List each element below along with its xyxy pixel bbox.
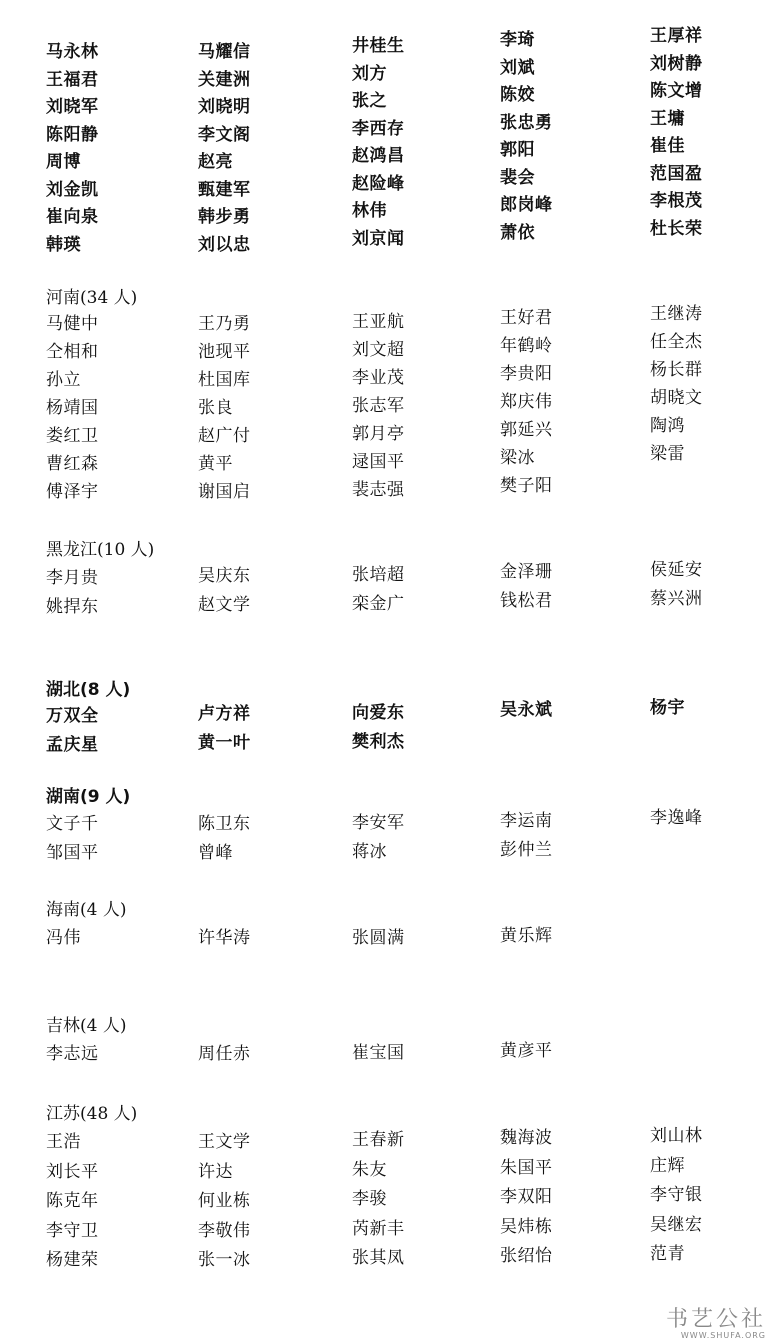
- person-name: 陈卫东: [198, 814, 251, 834]
- person-name: 谢国启: [198, 482, 251, 502]
- person-name: 李逸峰: [650, 808, 703, 828]
- person-name: 李安军: [352, 813, 405, 833]
- section-heading: 黑龙江(10 人): [46, 540, 155, 560]
- person-name: 梁冰: [500, 448, 535, 468]
- person-name: 崔佳: [650, 136, 685, 156]
- person-name: 李琦: [500, 30, 535, 50]
- person-name: 王浩: [46, 1132, 81, 1152]
- person-name: 张一冰: [198, 1250, 251, 1270]
- person-name: 崔向泉: [46, 207, 99, 227]
- person-name: 赵亮: [198, 152, 233, 172]
- person-name: 李根茂: [650, 191, 703, 211]
- person-name: 曹红森: [46, 454, 99, 474]
- person-name: 傅泽宇: [46, 482, 99, 502]
- person-name: 裴会: [500, 167, 535, 188]
- person-name: 刘山林: [650, 1126, 703, 1146]
- person-name: 栾金广: [352, 594, 405, 614]
- person-name: 仝相和: [46, 342, 99, 362]
- person-name: 萧依: [500, 222, 535, 243]
- person-name: 王乃勇: [198, 314, 251, 334]
- person-name: 李业茂: [352, 368, 405, 388]
- person-name: 李守银: [650, 1185, 703, 1205]
- person-name: 孙立: [46, 370, 81, 390]
- person-name: 吴继宏: [650, 1214, 703, 1235]
- person-name: 黄平: [198, 454, 233, 474]
- person-name: 刘树静: [650, 53, 703, 74]
- person-name: 陶鸿: [650, 416, 685, 436]
- person-name: 娄红卫: [46, 426, 99, 446]
- person-name: 卢方祥: [198, 704, 251, 724]
- person-name: 刘方: [352, 63, 387, 84]
- person-name: 张其凤: [352, 1248, 405, 1268]
- section-heading: 湖南(9 人): [46, 787, 131, 807]
- person-name: 刘斌: [500, 57, 535, 78]
- person-name: 刘晓明: [198, 97, 251, 117]
- person-name: 张忠勇: [500, 112, 553, 133]
- person-name: 李运南: [500, 811, 553, 831]
- person-name: 赵鸿昌: [352, 146, 405, 166]
- person-name: 王继涛: [650, 304, 703, 324]
- person-name: 姚捍东: [46, 597, 99, 617]
- person-name: 孟庆星: [46, 735, 99, 755]
- section-heading: 江苏(48 人): [46, 1104, 138, 1124]
- person-name: 张良: [198, 398, 233, 418]
- person-name: 王文学: [198, 1132, 251, 1152]
- person-name: 韩步勇: [198, 207, 251, 227]
- person-name: 蒋冰: [352, 842, 387, 862]
- person-name: 张培超: [352, 565, 405, 585]
- person-name: 周博: [46, 152, 81, 172]
- person-name: 黄一叶: [198, 733, 251, 753]
- person-name: 黄彦平: [500, 1041, 553, 1061]
- person-name: 曾峰: [198, 843, 233, 863]
- person-name: 郭月亭: [352, 424, 405, 444]
- person-name: 许达: [198, 1161, 233, 1182]
- person-name: 彭仲兰: [500, 840, 553, 860]
- person-name: 范青: [650, 1244, 685, 1264]
- person-name: 杜长荣: [650, 218, 703, 239]
- person-name: 李志远: [46, 1044, 99, 1064]
- person-name: 向爱东: [352, 703, 405, 723]
- person-name: 王厚祥: [650, 26, 703, 46]
- person-name: 冯伟: [46, 928, 81, 948]
- person-name: 李文阁: [198, 124, 251, 145]
- person-name: 李骏: [352, 1189, 387, 1209]
- person-name: 马永林: [46, 42, 99, 62]
- person-name: 李月贵: [46, 568, 99, 588]
- person-name: 陈阳静: [46, 124, 99, 145]
- person-name: 杨建荣: [46, 1250, 99, 1270]
- person-name: 刘金凯: [46, 179, 99, 200]
- person-name: 陈文增: [650, 81, 703, 101]
- person-name: 王亚航: [352, 312, 405, 332]
- person-name: 池现平: [198, 342, 251, 362]
- person-name: 侯延安: [650, 560, 703, 580]
- person-name: 芮新丰: [352, 1218, 405, 1239]
- person-name: 逯国平: [352, 452, 405, 472]
- person-name: 杨靖国: [46, 398, 99, 418]
- person-name: 甄建军: [198, 179, 251, 200]
- person-name: 金泽珊: [500, 562, 553, 582]
- watermark-logo-text: 书艺公社: [665, 1307, 766, 1332]
- person-name: 韩瑛: [46, 234, 81, 255]
- watermark: [616, 1302, 766, 1340]
- person-name: 钱松君: [500, 591, 553, 611]
- person-name: 胡晓文: [650, 388, 703, 408]
- person-name: 樊利杰: [352, 732, 405, 752]
- person-name: 王墉: [650, 108, 685, 129]
- person-name: 张之: [352, 91, 387, 111]
- person-name: 邹国平: [46, 843, 99, 863]
- person-name: 王春新: [352, 1130, 405, 1150]
- person-name: 年鹤岭: [500, 336, 553, 356]
- person-name: 刘以忠: [198, 234, 251, 255]
- person-name: 吴炜栋: [500, 1216, 553, 1237]
- person-name: 崔宝国: [352, 1043, 405, 1063]
- person-name: 杜国库: [198, 370, 251, 390]
- person-name: 刘京闻: [352, 228, 405, 249]
- section-heading: 湖北(8 人): [46, 680, 131, 700]
- person-name: 赵文学: [198, 595, 251, 615]
- person-name: 朱友: [352, 1159, 387, 1180]
- person-name: 关建洲: [198, 69, 251, 90]
- person-name: 庄辉: [650, 1155, 685, 1176]
- section-heading: 吉林(4 人): [46, 1016, 127, 1036]
- person-name: 文子千: [46, 814, 99, 834]
- person-name: 魏海波: [500, 1128, 553, 1148]
- person-name: 周任赤: [198, 1044, 251, 1064]
- person-name: 王福君: [46, 69, 99, 90]
- person-name: 万双全: [46, 706, 99, 726]
- person-name: 任全杰: [650, 332, 703, 352]
- person-name: 李守卫: [46, 1220, 99, 1241]
- person-name: 郭延兴: [500, 420, 553, 440]
- person-name: 赵广付: [198, 426, 251, 446]
- person-name: 林伟: [352, 201, 387, 221]
- person-name: 王好君: [500, 308, 553, 328]
- person-name: 杨宇: [650, 698, 685, 718]
- person-name: 陈姣: [500, 85, 535, 105]
- person-name: 樊子阳: [500, 476, 553, 496]
- person-name: 郑庆伟: [500, 392, 553, 412]
- person-name: 范国盈: [650, 163, 703, 184]
- person-name: 张绍怡: [500, 1246, 553, 1266]
- person-name: 杨长群: [650, 360, 703, 380]
- person-name: 裴志强: [352, 480, 405, 500]
- person-name: 何业栋: [198, 1191, 251, 1211]
- person-name: 黄乐辉: [500, 926, 553, 946]
- person-name: 朱国平: [500, 1157, 553, 1178]
- section-heading: 河南(34 人): [46, 288, 138, 308]
- person-name: 李贵阳: [500, 364, 553, 384]
- person-name: 吴庆东: [198, 566, 251, 586]
- person-name: 蔡兴洲: [650, 589, 703, 609]
- person-name: 刘文超: [352, 340, 405, 360]
- person-name: 张圆满: [352, 928, 405, 948]
- person-name: 梁雷: [650, 444, 685, 464]
- section-heading: 海南(4 人): [46, 900, 127, 920]
- person-name: 井桂生: [352, 36, 405, 56]
- person-name: 刘晓军: [46, 97, 99, 117]
- person-name: 马健中: [46, 314, 99, 334]
- person-name: 吴永斌: [500, 700, 553, 720]
- person-name: 郎岗峰: [500, 195, 553, 215]
- person-name: 李双阳: [500, 1187, 553, 1207]
- person-name: 赵险峰: [352, 173, 405, 194]
- person-name: 许华涛: [198, 928, 251, 948]
- person-name: 张志军: [352, 396, 405, 416]
- person-name: 李西存: [352, 118, 405, 139]
- person-name: 李敬伟: [198, 1220, 251, 1241]
- person-name: 陈克年: [46, 1191, 99, 1211]
- watermark-url: WWW.SHUFA.ORG: [680, 1331, 766, 1340]
- person-name: 马耀信: [198, 42, 251, 62]
- person-name: 郭阳: [500, 140, 535, 160]
- person-name: 刘长平: [46, 1161, 99, 1182]
